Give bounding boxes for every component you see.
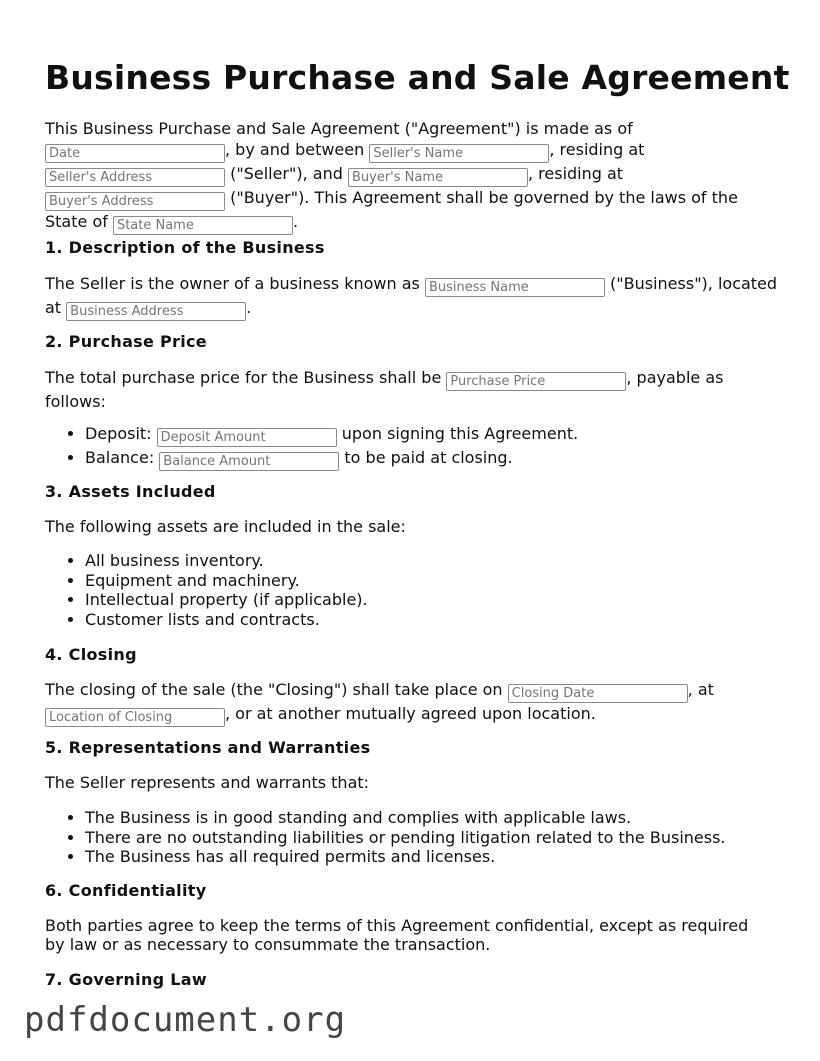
list-item: • There are no outstanding liabilities or pending litigation related to the Business. bbox=[85, 828, 726, 848]
section-1-heading: 1. Description of the Business bbox=[45, 238, 325, 257]
section-5-text: The Seller represents and warrants that: bbox=[45, 773, 370, 792]
section-1-line-1: The Seller is the owner of a business known as Business Name ("Business"), located bbox=[45, 273, 785, 297]
section-2-line-2: follows: bbox=[45, 392, 106, 411]
intro-line-1: This Business Purchase and Sale Agreement ("Agreement") is made as of bbox=[45, 119, 633, 138]
section-4-line-2: Location of Closing, or at another mutually agreed upon location. bbox=[45, 703, 785, 727]
seller-address-field[interactable] bbox=[45, 168, 225, 187]
assets-list bbox=[45, 551, 368, 629]
document-title: Business Purchase and Sale Agreement bbox=[45, 58, 790, 97]
closing-date-field[interactable] bbox=[508, 684, 688, 703]
closing-location-field[interactable] bbox=[45, 708, 225, 727]
state-name-field[interactable] bbox=[113, 216, 293, 235]
section-4-line-1: The closing of the sale (the "Closing") shall take place on Closing Date , at bbox=[45, 679, 785, 703]
purchase-price-field[interactable] bbox=[446, 372, 626, 391]
list-item: • Equipment and machinery. bbox=[85, 571, 368, 591]
section-6-paragraph bbox=[45, 916, 785, 954]
section-6-line-1: Both parties agree to keep the terms of this Agreement confidential, except as required bbox=[45, 916, 749, 935]
payment-list bbox=[45, 423, 578, 471]
section-6-heading: 6. Confidentiality bbox=[45, 881, 207, 900]
section-4-heading: 4. Closing bbox=[45, 645, 137, 664]
section-3-heading: 3. Assets Included bbox=[45, 482, 216, 501]
section-7-heading: 7. Governing Law bbox=[45, 970, 207, 989]
watermark: pdfdocument.org bbox=[24, 1000, 347, 1040]
intro-line-2: Date, by and between Seller's Name , residing at bbox=[45, 139, 785, 163]
section-3-text: The following assets are included in the sale: bbox=[45, 517, 406, 536]
section-2-heading: 2. Purchase Price bbox=[45, 332, 207, 351]
balance-amount-field[interactable] bbox=[159, 452, 339, 471]
section-1-paragraph bbox=[45, 273, 785, 321]
buyer-address-field[interactable] bbox=[45, 192, 225, 211]
list-item: • The Business is in good standing and complies with applicable laws. bbox=[85, 808, 726, 828]
business-name-field[interactable] bbox=[425, 278, 605, 297]
section-4-paragraph bbox=[45, 679, 785, 727]
seller-name-field[interactable] bbox=[369, 144, 549, 163]
section-2-line-1: The total purchase price for the Business shall be Purchase Price , payable as bbox=[45, 367, 785, 391]
intro-line-3: Seller's Address ("Seller"), and Buyer's Name , residing at bbox=[45, 163, 785, 187]
intro-line-5: State of State Name . bbox=[45, 211, 785, 235]
list-item: • Balance: Balance Amount to be paid at closing. bbox=[85, 447, 578, 471]
intro-line-4: Buyer's Address ("Buyer"). This Agreement shall be governed by the laws of the bbox=[45, 187, 785, 211]
deposit-amount-field[interactable] bbox=[157, 428, 337, 447]
list-item: • The Business has all required permits and licenses. bbox=[85, 847, 726, 867]
section-2-paragraph bbox=[45, 367, 785, 412]
list-item: • Deposit: Deposit Amount upon signing this Agreement. bbox=[85, 423, 578, 447]
list-item: • Intellectual property (if applicable). bbox=[85, 590, 368, 610]
warranties-list bbox=[45, 808, 726, 867]
business-address-field[interactable] bbox=[66, 302, 246, 321]
buyer-name-field[interactable] bbox=[348, 168, 528, 187]
list-item: • All business inventory. bbox=[85, 551, 368, 571]
intro-paragraph bbox=[45, 118, 785, 235]
section-6-line-2: by law or as necessary to consummate the transaction. bbox=[45, 935, 491, 954]
section-1-line-2: at Business Address . bbox=[45, 297, 785, 321]
date-field[interactable] bbox=[45, 144, 225, 163]
list-item: • Customer lists and contracts. bbox=[85, 610, 368, 630]
section-5-heading: 5. Representations and Warranties bbox=[45, 738, 371, 757]
